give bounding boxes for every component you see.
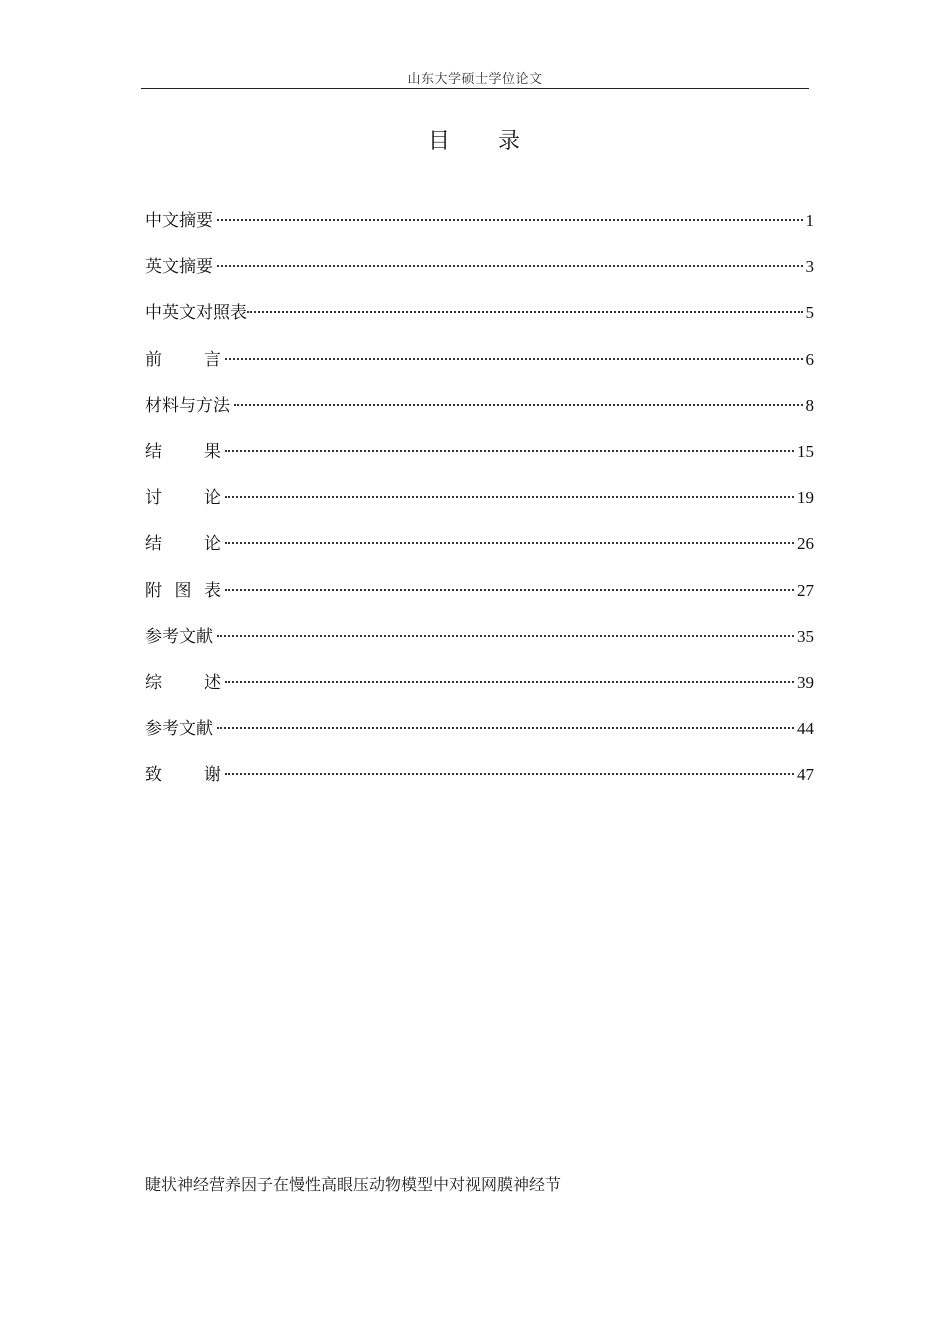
toc-leader-dots <box>225 450 794 452</box>
toc-entry-label-char: 前 <box>145 349 162 370</box>
toc-leader-dots <box>225 681 794 683</box>
toc-leader-dots <box>217 219 803 221</box>
toc-entry-page: 5 <box>805 303 814 323</box>
toc-entry-label-char: 表 <box>204 580 221 601</box>
toc-entry-page: 6 <box>805 349 814 369</box>
toc-entry-label <box>145 345 221 370</box>
toc-title <box>0 124 950 155</box>
toc-entry-label: 参考文献 <box>145 719 213 740</box>
toc-entry-page: 8 <box>805 395 814 415</box>
toc-entry[interactable] <box>145 345 814 391</box>
toc-entry-label-char: 述 <box>204 672 221 693</box>
toc-entry-page: 44 <box>797 719 814 739</box>
toc-entry-label-char: 结 <box>145 441 162 462</box>
toc-leader-dots <box>234 404 803 406</box>
toc-entry[interactable] <box>145 576 814 622</box>
running-header: 山东大学硕士学位论文 <box>407 72 543 87</box>
toc-entry-label-char: 谢 <box>204 765 221 786</box>
toc-leader-dots <box>225 773 794 775</box>
toc-entry-label-char: 论 <box>204 488 221 509</box>
toc-entry-label: 中英文对照表 <box>145 303 247 324</box>
toc-entry-label: 材料与方法 <box>145 395 230 416</box>
toc-entry-label <box>145 437 221 462</box>
toc-entry-label-char: 图 <box>174 580 192 601</box>
toc-entry[interactable] <box>145 622 814 668</box>
toc-entry-page: 15 <box>797 441 814 461</box>
toc-entry-page: 1 <box>805 211 814 230</box>
toc-leader-dots <box>225 542 794 544</box>
toc-entry[interactable] <box>145 760 814 806</box>
toc-entry-label <box>145 760 221 785</box>
toc-entry-page: 39 <box>797 672 814 692</box>
toc-entry-label-char: 附 <box>145 580 162 601</box>
toc-leader-dots <box>225 496 794 498</box>
toc-entry-label-char: 言 <box>204 349 221 370</box>
toc-entry[interactable] <box>145 252 814 298</box>
toc-entry-label <box>145 576 221 601</box>
toc-leader-dots <box>225 589 794 591</box>
toc-entry[interactable] <box>145 714 814 760</box>
toc-entry[interactable] <box>145 483 814 529</box>
toc-entry[interactable] <box>145 391 814 437</box>
toc-entry-label-char: 果 <box>204 441 221 462</box>
toc-entry-label: 中文摘要 <box>145 211 213 231</box>
toc-entry-page: 26 <box>797 534 814 554</box>
toc-entry-label-char: 结 <box>145 534 162 555</box>
toc-entry-page: 47 <box>797 765 814 785</box>
toc-entry[interactable] <box>145 206 814 252</box>
toc-leader-dots <box>247 311 803 313</box>
toc-entry-label-char: 致 <box>145 765 162 786</box>
toc-entry-label: 参考文献 <box>145 626 213 647</box>
toc-leader-dots <box>225 358 803 360</box>
toc-leader-dots <box>217 727 794 729</box>
toc-entry-label-char: 综 <box>145 672 162 693</box>
toc-entry-page: 27 <box>797 580 814 600</box>
toc-entry-label <box>145 483 221 508</box>
toc-entry[interactable] <box>145 668 814 714</box>
header-rule <box>141 88 809 89</box>
toc-title-char-1: 目 <box>427 129 452 154</box>
toc-entry[interactable] <box>145 437 814 483</box>
toc-entry-label: 英文摘要 <box>145 257 213 278</box>
toc-entry-page: 35 <box>797 626 814 646</box>
toc-entry-label-char: 论 <box>204 534 221 555</box>
toc-entry-page: 3 <box>805 257 814 277</box>
toc-entry-page: 19 <box>797 488 814 508</box>
toc-title-char-2: 录 <box>498 129 523 154</box>
toc-entry[interactable] <box>145 529 814 575</box>
table-of-contents <box>145 206 814 806</box>
toc-entry-label <box>145 668 221 693</box>
running-footer: 睫状神经营养因子在慢性高眼压动物模型中对视网膜神经节 <box>145 1175 562 1194</box>
toc-entry-label <box>145 529 221 554</box>
toc-entry[interactable] <box>145 298 814 344</box>
toc-entry-label-char: 讨 <box>145 488 162 509</box>
toc-leader-dots <box>217 635 794 637</box>
toc-leader-dots <box>217 265 803 267</box>
